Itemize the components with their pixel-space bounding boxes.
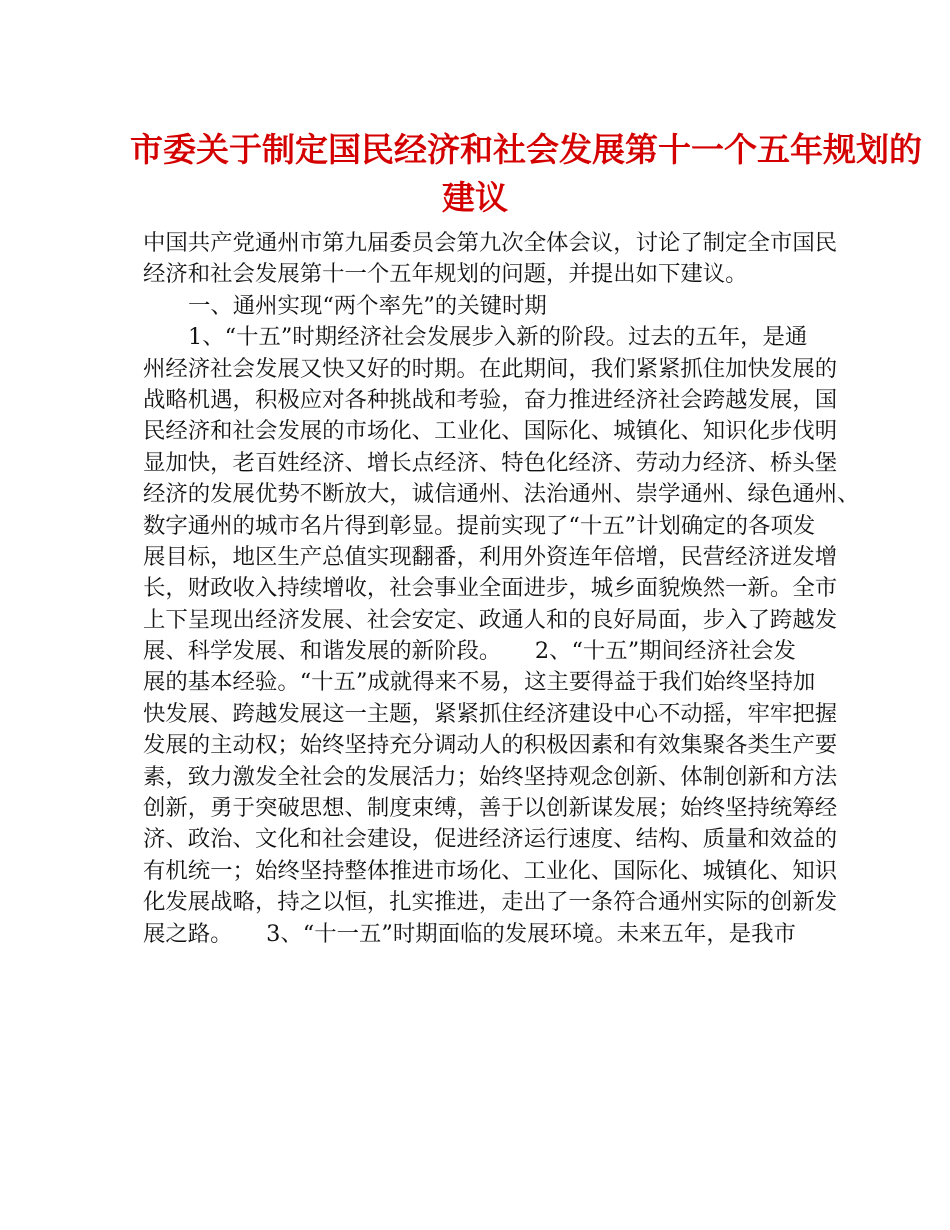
- body-line: 显加快，老百姓经济、增长点经济、特色化经济、劳动力经济、桥头堡: [143, 449, 838, 476]
- body-line: 1、“十五”时期经济社会发展步入新的阶段。过去的五年，是通: [188, 324, 808, 351]
- body-line: 经济的发展优势不断放大，诚信通州、法治通州、崇学通州、绿色通州、: [143, 481, 860, 508]
- body-line: 战略机遇，积极应对各种挑战和考验，奋力推进经济社会跨越发展，国: [143, 386, 838, 413]
- document-body: [143, 228, 860, 950]
- body-line: 展目标，地区生产总值实现翻番，利用外资连年倍增，民营经济迸发增: [143, 543, 838, 570]
- body-line: 创新，勇于突破思想、制度束缚，善于以创新谋发展；始终坚持统筹经: [143, 795, 838, 822]
- body-line: 长，财政收入持续增收，社会事业全面进步，城乡面貌焕然一新。全市: [143, 575, 838, 602]
- body-line: 素，致力激发全社会的发展活力；始终坚持观念创新、体制创新和方法: [143, 763, 838, 790]
- body-line: 发展的主动权；始终坚持充分调动人的积极因素和有效集聚各类生产要: [143, 732, 838, 759]
- body-line: 上下呈现出经济发展、社会安定、政通人和的良好局面，步入了跨越发: [143, 606, 838, 633]
- document-title-line-1: 市委关于制定国民经济和社会发展第十一个五年规划的: [130, 130, 922, 169]
- body-line: 经济和社会发展第十一个五年规划的问题，并提出如下建议。: [143, 261, 748, 288]
- section-heading: 一、通州实现“两个率先”的关键时期: [188, 292, 547, 319]
- document-title-line-2: 建议: [442, 178, 508, 217]
- body-line: 有机统一；始终坚持整体推进市场化、工业化、国际化、城镇化、知识: [143, 857, 838, 884]
- body-line: 中国共产党通州市第九届委员会第九次全体会议，讨论了制定全市国民: [143, 230, 838, 256]
- body-line: 济、政治、文化和社会建设，促进经济运行速度、结构、质量和效益的: [143, 826, 838, 853]
- body-line: 数字通州的城市名片得到彰显。提前实现了“十五”计划确定的各项发: [143, 512, 816, 539]
- body-line: 展之路。 3、“十一五”时期面临的发展环境。未来五年，是我市: [143, 920, 796, 947]
- body-line: 化发展战略，持之以恒，扎实推进，走出了一条符合通州实际的创新发: [143, 889, 838, 916]
- body-line: 快发展、跨越发展这一主题，紧紧抓住经济建设中心不动摇，牢牢把握: [143, 700, 838, 727]
- body-line: 展的基本经验。“十五”成就得来不易，这主要得益于我们始终坚持加: [143, 669, 816, 696]
- body-line: 民经济和社会发展的市场化、工业化、国际化、城镇化、知识化步伐明: [143, 418, 838, 445]
- body-line: 州经济社会发展又快又好的时期。在此期间，我们紧紧抓住加快发展的: [143, 355, 838, 382]
- body-line: 展、科学发展、和谐发展的新阶段。 2、“十五”期间经济社会发: [143, 638, 796, 665]
